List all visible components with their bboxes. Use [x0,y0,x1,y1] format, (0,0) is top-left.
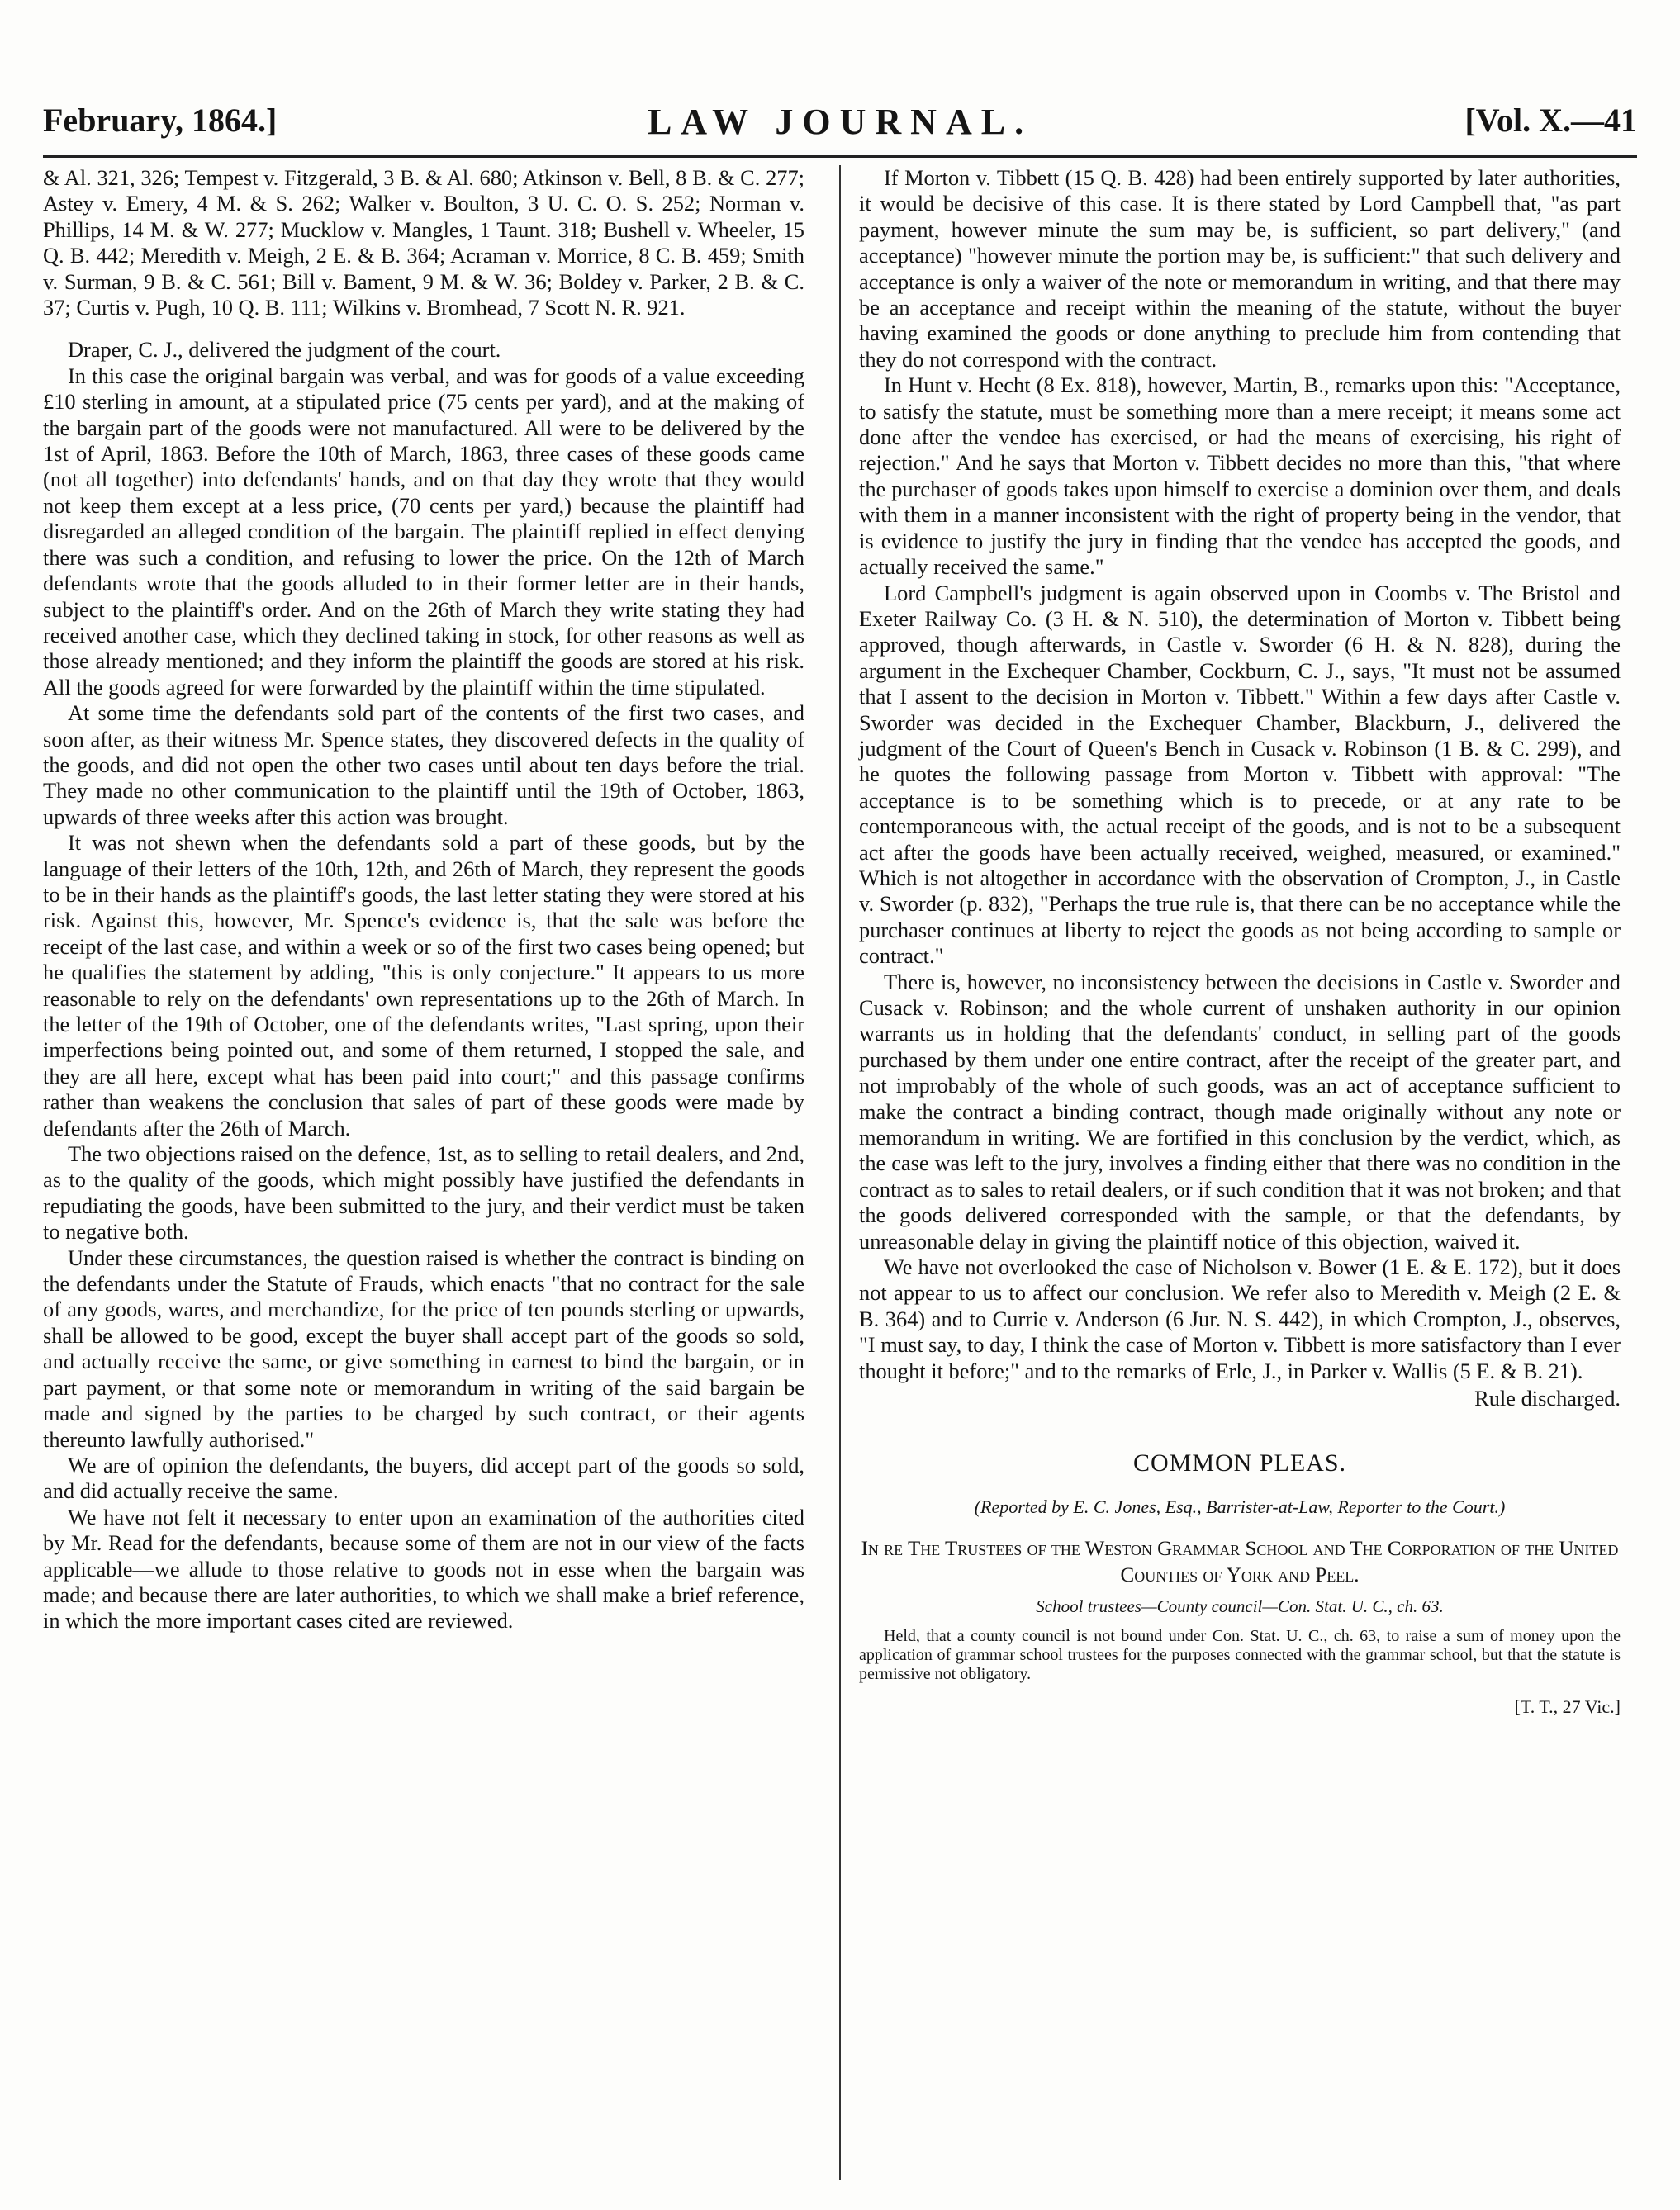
paragraph: At some time the defendants sold part of the contents of the first two cases, and soon after, as their witness Mr. Spence states, they discovered defects in the quality of the goods, and did not open the other two cases until about ten days before the trial. They made no other communication to the plaintiff until the 19th of October, 1863, upwards of three weeks after this action was brought. [43,700,804,829]
volume-page-number: [Vol. X.—41 [1464,102,1637,139]
paragraph: Lord Campbell's judgment is again observed upon in Coombs v. The Bristol and Exeter Railway Co. (3 H. & N. 510), the determination of Morton v. Tibbett being approved, though afterwards, in Castle v. Sworder (6 H. & N. 828), during the argument in the Exchequer Chamber, Cockburn, C. J., says, "It must not be assumed that I assent to the decision in Morton v. Tibbett." Within a few days after Castle v. Sworder was decided in the Exchequer Chamber, Blackburn, J., delivered the judgment of the Court of Queen's Bench in Cusack v. Robinson (1 B. & C. 299), and he quotes the following passage from Morton v. Tibbett with approval: "The acceptance is to be something which is to precede, or at any rate to be contemporaneous with, the actual receipt of the goods, and is not to be a subsequent act after the goods have been actually received, weighed, measured, or examined." Which is not altogether in accordance with the observation of Crompton, J., in Castle v. Sworder (p. 832), "Perhaps the true rule is, that there can be no acceptance while the purchaser continues at liberty to reject the goods as not being according to sample or contract." [859,580,1621,969]
rule-discharged: Rule discharged. [1474,1386,1621,1411]
header-rule [43,155,1637,158]
right-column [859,165,1621,1719]
catchwords: School trustees—County council—Con. Stat. U. C., ch. 63. [1036,1596,1444,1617]
journal-title: LAW JOURNAL. [647,102,1033,142]
paragraph: We have not felt it necessary to enter upon an examination of the authorities cited by Mr. Read for the defendants, because some of them are not in our view of the facts applicable—we allude to those relative to goods not in esse when the bargain was made; and because there are later authorities, to which we shall make a brief reference, in which the more important cases cited are reviewed. [43,1504,804,1634]
paragraph: & Al. 321, 326; Tempest v. Fitzgerald, 3 B. & Al. 680; Atkinson v. Bell, 8 B. & C. 277; Astey v. Emery, 4 M. & S. 262; Walker v. Boulton, 3 U. C. O. S. 252; Norman v. Phillips, 14 M. & W. 277; Mucklow v. Mangles, 1 Taunt. 318; Bushell v. Wheeler, 15 Q. B. 442; Meredith v. Meigh, 2 E. & B. 364; Acraman v. Morrice, 8 C. B. 459; Smith v. Surman, 9 B. & C. 561; Bill v. Bament, 9 M. & W. 36; Boldey v. Parker, 2 B. & C. 37; Curtis v. Pugh, 10 Q. B. 111; Wilkins v. Bromhead, 7 Scott N. R. 921. [43,165,804,320]
paragraph: We are of opinion the defendants, the buyers, did accept part of the goods so sold, and did actually receive the same. [43,1452,804,1504]
paragraph: There is, however, no inconsistency between the decisions in Castle v. Sworder and Cusack v. Robinson; and the whole current of unshaken authority in our opinion warrants us in holding that the defendants' conduct, in selling part of the goods purchased by them under one entire contract, after the receipt of the greater part, and not improbably of the whole of such goods, was an act of acceptance sufficient to make the contract a binding contract, though made originally without any note or memorandum in writing. We are fortified in this conclusion by the verdict, which, as the case was left to the jury, involves a finding either that there was no condition in the contract as to sales to retail dealers, or if such condition that it was not broken; and that the goods delivered corresponded with the sample, or that the defendants, by unreasonable delay in giving the plaintiff notice of this objection, waived it. [859,969,1621,1254]
paragraph: We have not overlooked the case of Nicholson v. Bower (1 E. & E. 172), but it does not appear to us to affect our conclusion. We refer also to Meredith v. Meigh (2 E. & B. 364) and to Currie v. Anderson (6 Jur. N. S. 442), in which Crompton, J., observes, "I must say, to day, I think the case of Morton v. Tibbett is more satisfactory than I ever thought it before;" and to the remarks of Erle, J., in Parker v. Wallis (5 E. & B. 21). [859,1254,1621,1383]
paragraph: In this case the original bargain was verbal, and was for goods of a value exceeding £10 sterling in amount, at a stipulated price (75 cents per yard), and at the making of the bargain part of the goods were not manufactured. All were to be delivered by the 1st of April, 1863. Before the 10th of March, 1863, three cases of these goods came (not all together) into defendants' hands, and on that day they wrote that they would not keep them except at a less price, (70 cents per yard,) because the plaintiff had disregarded an alleged condition of the bargain. The plaintiff replied in effect denying there was such a condition, and refusing to lower the price. On the 12th of March defendants wrote that the goods alluded to in their former letter are in their hands, subject to the plaintiff's order. And on the 26th of March they write stating they had received another case, which they declined taking in stock, for other reasons as well as those already mentioned; and they inform the plaintiff the goods are stored at his risk. All the goods agreed for were forwarded by the plaintiff within the time stipulated. [43,363,804,700]
left-column [43,165,804,1634]
paragraph: Draper, C. J., delivered the judgment of the court. [68,337,501,363]
section-caption: COMMON PLEAS. [1132,1449,1347,1477]
page-header [43,101,1637,152]
reporter-note: (Reported by E. C. Jones, Esq., Barrister-at-Law, Reporter to the Court.) [974,1496,1506,1517]
headnote: Held, that a county council is not bound under Con. Stat. U. C., ch. 63, to raise a sum of money upon the application of grammar school trustees for the purposes connected with the grammar school, but that the statute is permissive not obligatory. [859,1626,1621,1683]
paragraph: Under these circumstances, the question raised is whether the contract is binding on the defendants under the Statute of Frauds, which enacts "that no contract for the sale of any goods, wares, and merchandize, for the price of ten pounds sterling or upwards, shall be allowed to be good, except the buyer shall accept part of the goods so sold, and actually receive the same, or give something in earnest to bind the bargain, or in part payment, or that some note or memorandum in writing of the said bargain be made and signed by the parties to be charged by such contract, or their agents thereunto lawfully authorised." [43,1245,804,1452]
header-date: February, 1864.] [43,102,278,139]
paragraph: If Morton v. Tibbett (15 Q. B. 428) had been entirely supported by later authorities, it would be decisive of this case. It is there stated by Lord Campbell that, "as part payment, however minute the sum may be, is sufficient, so part delivery," (and acceptance) "however minute the portion may be, is sufficient:" that such delivery and acceptance is only a waiver of the note or memorandum in writing, and that there may be an acceptance and receipt within the meaning of the statute, without the buyer having examined the goods or done anything to preclude him from contending that they do not correspond with the contract. [859,165,1621,372]
term-citation: [T. T., 27 Vic.] [1514,1695,1621,1717]
case-title: In re The Trustees of the Weston Grammar School and The Corporation of the United Counties of York and Peel. [861,1538,1619,1587]
paragraph: In Hunt v. Hecht (8 Ex. 818), however, Martin, B., remarks upon this: "Acceptance, to satisfy the statute, must be something more than a mere receipt; it means some act done after the vendee has exercised, or had the means of exercising, his right of rejection." And he says that Morton v. Tibbett decides no more than this, "that where the purchaser of goods takes upon himself to exercise a dominion over them, and deals with them in a manner inconsistent with the right of property being in the vendor, that is evidence to justify the jury in finding that the vendee has accepted the goods, and actually received the same." [859,372,1621,580]
paragraph: The two objections raised on the defence, 1st, as to selling to retail dealers, and 2nd, as to the quality of the goods, which might possibly have justified the defendants in repudiating the goods, have been submitted to the jury, and their verdict must be taken to negative both. [43,1141,804,1245]
paragraph: It was not shewn when the defendants sold a part of these goods, but by the language of their letters of the 10th, 12th, and 26th of March, they represent the goods to be in their hands as the plaintiff's goods, the last letter stating they were stored at his risk. Against this, however, Mr. Spence's evidence is, that the sale was before the receipt of the last case, and within a week or so of the first two cases being opened; but he qualifies the statement by adding, "this is only conjecture." It appears to us more reasonable to rely on the defendants' own representations up to the 26th of March. In the letter of the 19th of October, one of the defendants writes, "Last spring, upon their imperfections being pointed out, and some of them returned, I stopped the sale, and they are all here, except what has been paid into court;" and this passage confirms rather than weakens the conclusion that sales of part of these goods were made by defendants after the 26th of March. [43,830,804,1141]
column-divider [839,165,841,2180]
